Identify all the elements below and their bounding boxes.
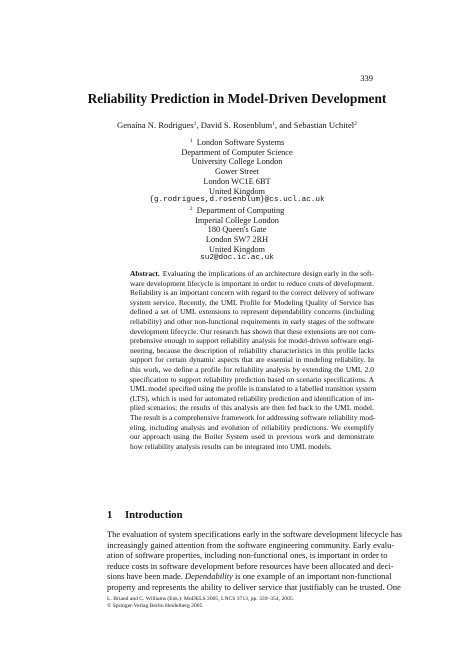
affiliation-line: Imperial College London xyxy=(195,215,279,225)
affiliation-line: 180 Queen's Gate xyxy=(207,225,267,235)
affiliation-line: Department of Computer Science xyxy=(181,147,293,157)
abstract-line: Abstract. Evaluating the implications of an architecture design early in the soft- xyxy=(130,269,374,278)
abstract-line: system service. Recently, the UML Profile for Modeling Quality of Service has xyxy=(130,297,374,307)
author-name: Genaína N. Rodrigues xyxy=(117,120,194,130)
affiliations xyxy=(60,138,414,264)
introduction-paragraph xyxy=(107,529,402,593)
author-name: David S. Rosenblum xyxy=(200,120,273,130)
affiliation-block xyxy=(60,138,414,206)
abstract-line: ware development lifecycle is important in order to reduce costs of development. xyxy=(130,278,374,288)
body-line: property and represents the ability to deliver service that justifiably can be trusted. One xyxy=(107,581,401,592)
footer-citation xyxy=(107,596,373,611)
footer-line: L. Briand and C. Williams (Eds.): MoDELS 2005, LNCS 3713, pp. 339–354, 2005. xyxy=(107,596,295,602)
emphasis-word: Dependability xyxy=(185,571,233,582)
section-number: 1 xyxy=(107,510,113,521)
abstract-line: Reliability is an important concern with regard to the correct delivery of software xyxy=(130,288,375,298)
body-line: ation of software properties, including non-functional ones, is important in order to xyxy=(107,550,388,561)
affiliation-line: $^2$ Department of Computing xyxy=(189,205,285,215)
abstract-line: eling, including analysis and evolution of reliability predictions. We exemplify xyxy=(130,422,374,432)
abstract xyxy=(130,269,377,451)
abstract-line: our approach using the Boiler System used in previous work and demonstrate xyxy=(130,432,374,442)
abstract-line: this work, we define a profile for reliability analysis by extending the UML 2.0 xyxy=(130,364,374,374)
section-heading xyxy=(107,510,183,521)
abstract-line: (LTS), which is used for automated reliability prediction and identification of im- xyxy=(130,393,375,403)
author-affil-mark: 1 xyxy=(193,121,197,127)
author-list: Genaína N. Rodrigues$^1$, David S. Rosenblum$^1$, and Sebastian Uchitel$^2$ xyxy=(117,120,357,130)
abstract-line: UML model specified using the profile is translated to a labelled transition system xyxy=(130,384,377,394)
affiliation-mark: 2 xyxy=(189,205,193,212)
footer-copyright: © Springer-Verlag Berlin Heidelberg 2005 xyxy=(107,603,203,610)
affiliation-mark: 1 xyxy=(189,138,193,144)
page-number: 339 xyxy=(360,73,373,83)
author-affil-mark: 1 xyxy=(272,121,275,127)
abstract-line: specification to support reliability prediction based on scenario specifications. A xyxy=(130,374,374,384)
email-address: su2@doc.ic.ac.uk xyxy=(200,254,274,263)
affiliation-line: London WC1E 6BT xyxy=(203,176,271,186)
affiliation-line: Gower Street xyxy=(214,167,259,177)
author-name: and Sebastian Uchitel xyxy=(279,120,355,130)
abstract-line: how reliability analysis results can be integrated into UML models. xyxy=(130,441,332,451)
body-line: reduce costs in software development before resources have been allocated and deci- xyxy=(107,560,394,571)
email-address: {g.rodrigues,d.rosenblum}@cs.ucl.ac.uk xyxy=(149,196,325,205)
body-line: increasingly gained attention from the software engineering community. Early evalu- xyxy=(107,539,395,550)
author-affil-mark: 2 xyxy=(354,121,357,127)
abstract-line: neering, because the description of reliability characteristics in this profile lacks xyxy=(130,345,374,355)
abstract-line: support for certain dynamic aspects that are essential in modeling reliability. In xyxy=(130,355,374,365)
section-title: Introduction xyxy=(125,510,183,521)
abstract-label: Abstract. xyxy=(130,269,160,278)
body-line: sions have been made. Dependability is one example of an important non-functional xyxy=(107,571,392,582)
body-line: The evaluation of system specifications early in the software development lifecycle has xyxy=(107,529,402,539)
affiliation-line: $^1$ London Software Systems xyxy=(189,138,285,147)
affiliation-block xyxy=(60,206,414,264)
abstract-line: defined a set of UML extensions to represent dependability concerns (including xyxy=(130,307,374,317)
abstract-line: prehensive enough to support reliability analysis for model-driven software engi- xyxy=(130,336,374,346)
affiliation-line: United Kingdom xyxy=(209,244,265,254)
abstract-line: plied scenarios; the results of this analysis are then fed back to the UML model. xyxy=(130,403,374,413)
paper-title: Reliability Prediction in Model-Driven Development xyxy=(87,91,387,106)
abstract-line: reliability) and other non-functional requirements in early stages of the software xyxy=(130,316,374,326)
abstract-line: The result is a comprehensive framework for addressing software reliability mod- xyxy=(130,412,376,422)
affiliation-line: London SW7 2RH xyxy=(205,235,269,245)
affiliation-line: University College London xyxy=(191,157,283,167)
abstract-line: development lifecycle. Our research has shown that these extensions are not com- xyxy=(130,326,376,336)
affiliation-line: United Kingdom xyxy=(209,186,265,196)
